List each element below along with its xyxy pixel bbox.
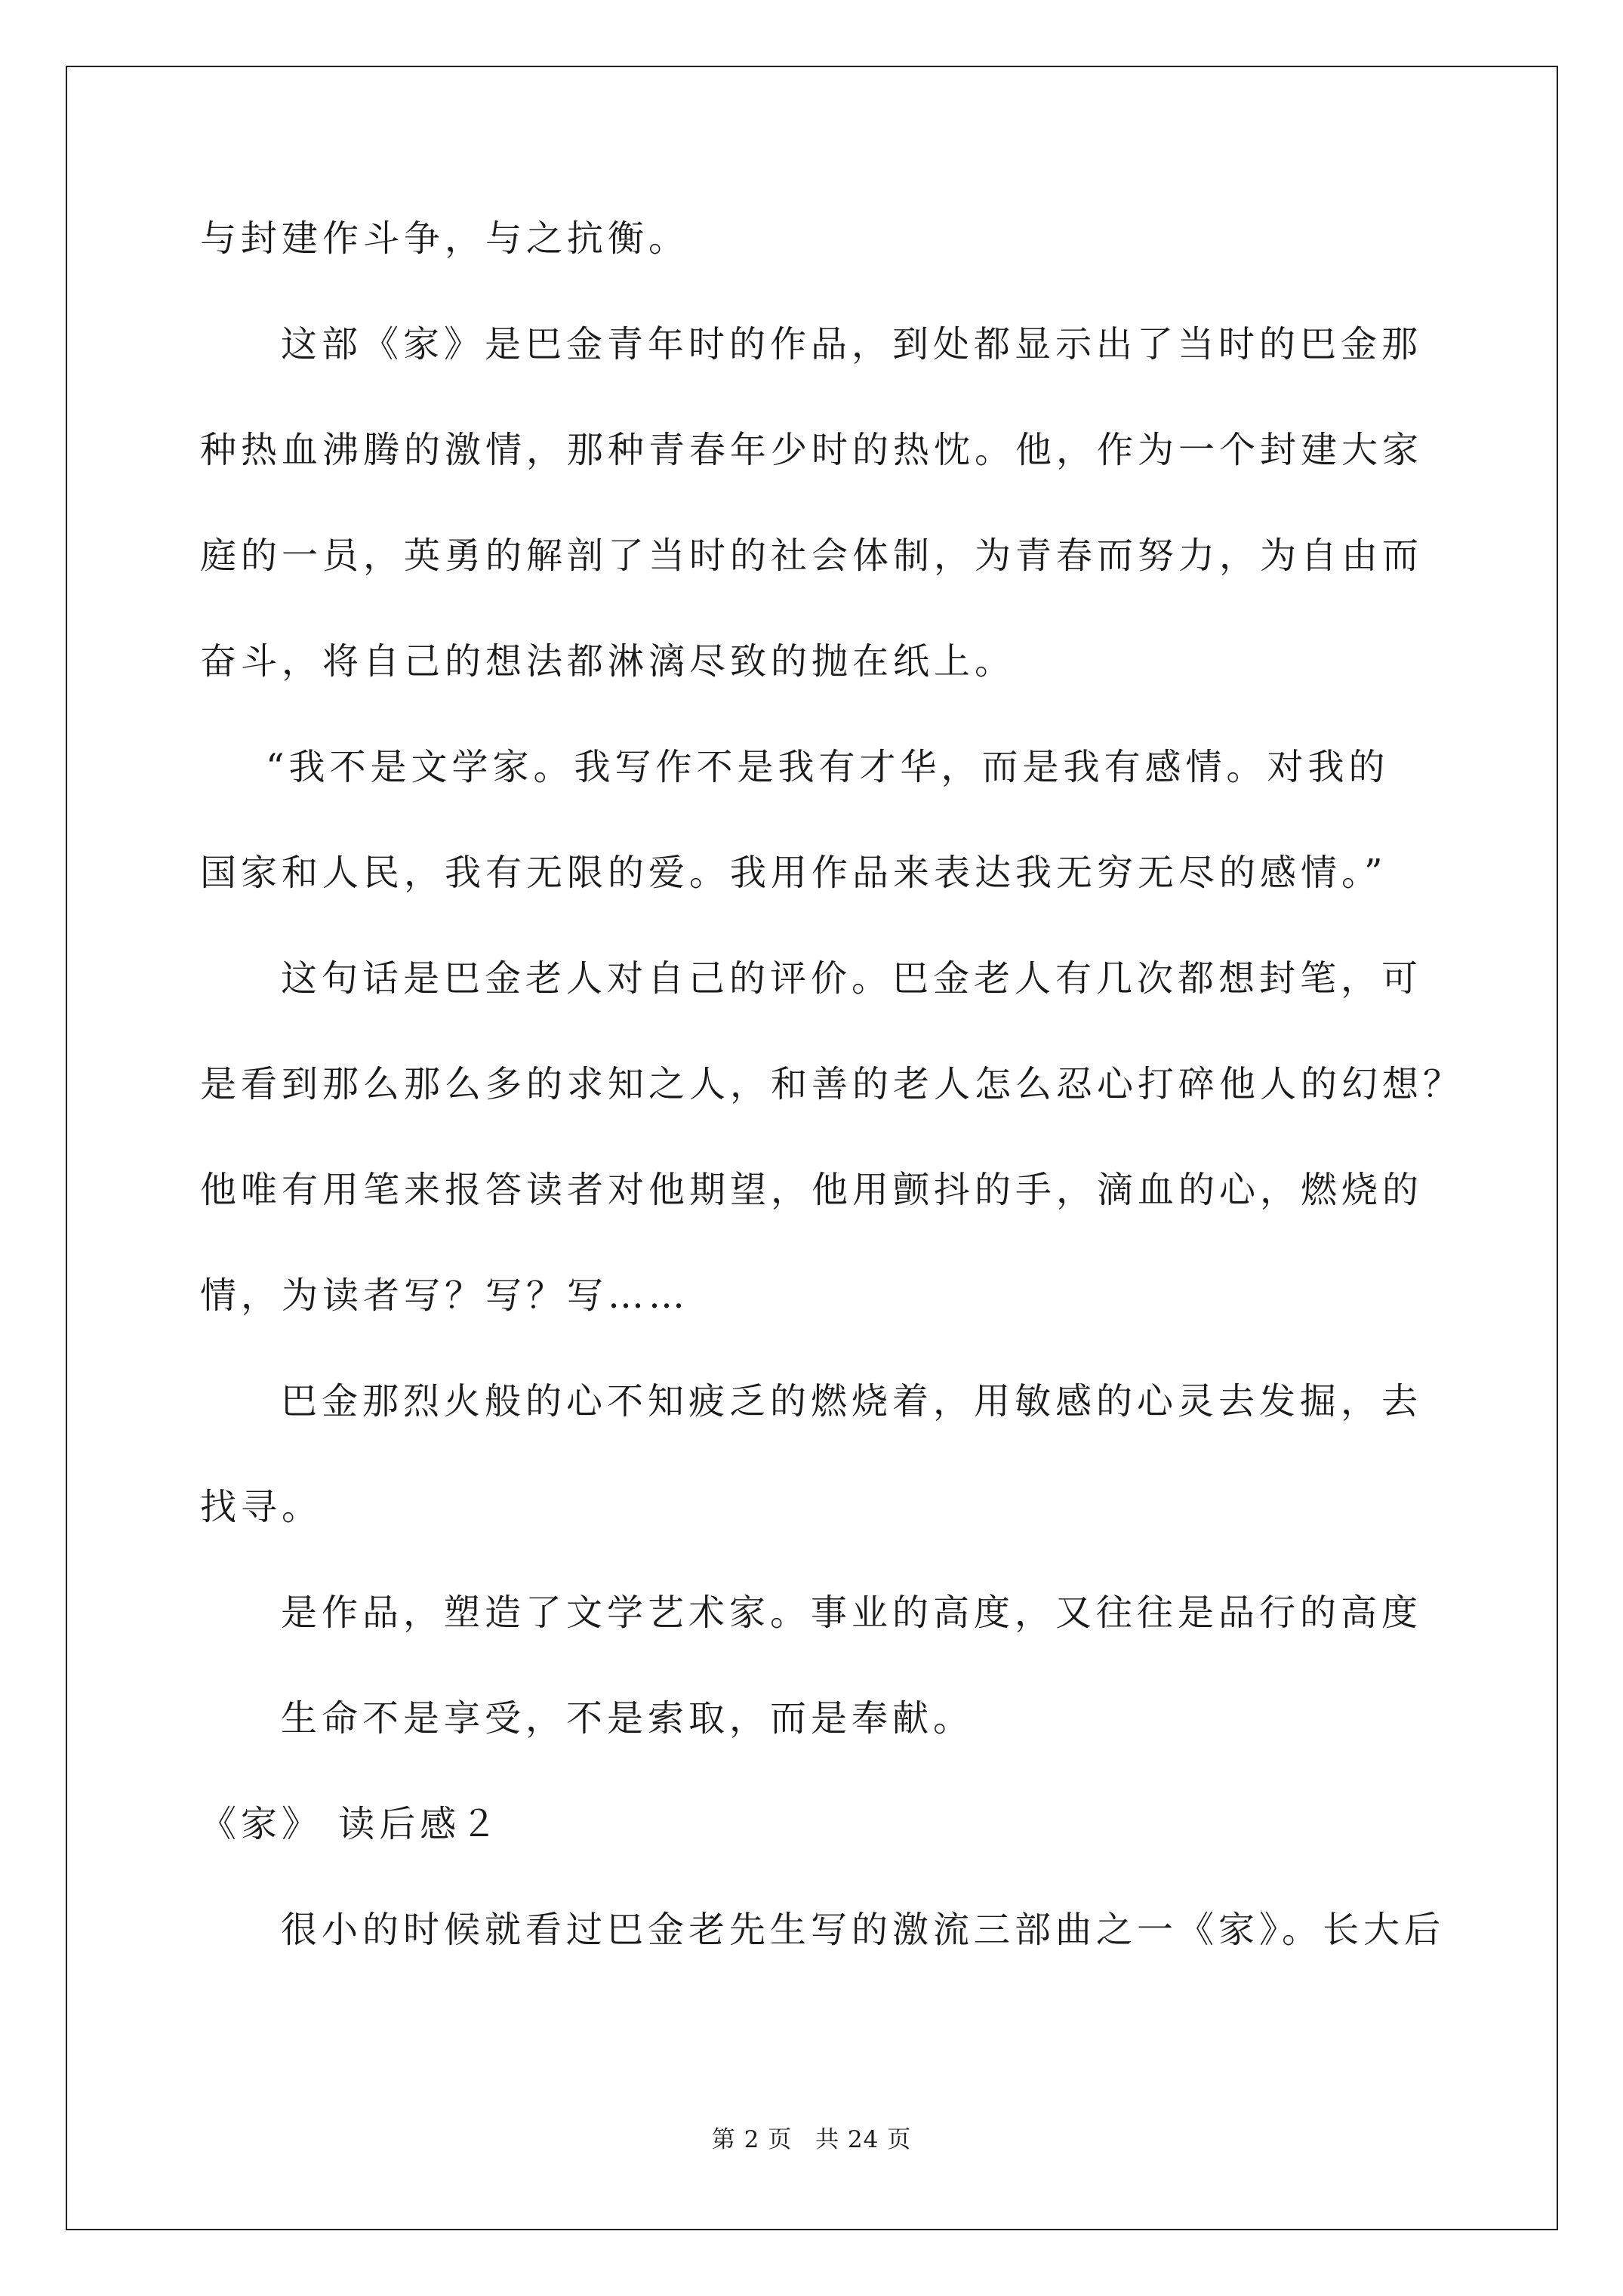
text-line: 这部《家》是巴金青年时的作品，到处都显示出了当时的巴金那 xyxy=(281,323,1423,365)
text-line: 找寻。 xyxy=(200,1486,323,1528)
text-line: 这句话是巴金老人对自己的评价。巴金老人有几次都想封笔，可 xyxy=(281,957,1423,1000)
text-line: 他唯有用笔来报答读者对他期望，他用颤抖的手，滴血的心，燃烧的 xyxy=(200,1169,1424,1211)
text-line: 种热血沸腾的激情，那种青春年少时的热忱。他，作为一个封建大家 xyxy=(200,429,1424,471)
page-footer xyxy=(0,2120,1623,2154)
page-border xyxy=(66,66,1558,2230)
text-line: 庭的一员，英勇的解剖了当时的社会体制，为青春而努力，为自由而 xyxy=(200,535,1424,577)
text-line: “我不是文学家。我写作不是我有才华，而是我有感情。对我的 xyxy=(266,746,1390,788)
text-line: 生命不是享受，不是索取，而是奉献。 xyxy=(281,1697,975,1740)
page-number: 第 2 页 xyxy=(711,2126,793,2153)
text-line: 很小的时候就看过巴金老先生写的激流三部曲之一《家》。长大后 xyxy=(281,1909,1446,1951)
text-line: 是作品，塑造了文学艺术家。事业的高度，又往往是品行的高度 xyxy=(281,1592,1423,1634)
text-line: 是看到那么那么多的求知之人，和善的老人怎么忍心打碎他人的幻想？ xyxy=(200,1063,1464,1105)
text-line: 奋斗，将自己的想法都淋漓尽致的抛在纸上。 xyxy=(200,640,1016,683)
section-heading: 《家》 读后感２ xyxy=(200,1803,502,1845)
text-line: 国家和人民，我有无限的爱。我用作品来表达我无穷无尽的感情。” xyxy=(200,852,1387,894)
text-line: 与封建作斗争，与之抗衡。 xyxy=(200,217,690,260)
page-total: 共 24 页 xyxy=(815,2126,912,2153)
text-line: 巴金那烈火般的心不知疲乏的燃烧着，用敏感的心灵去发掘，去 xyxy=(281,1380,1423,1422)
text-line: 情，为读者写？写？写…… xyxy=(200,1274,690,1317)
